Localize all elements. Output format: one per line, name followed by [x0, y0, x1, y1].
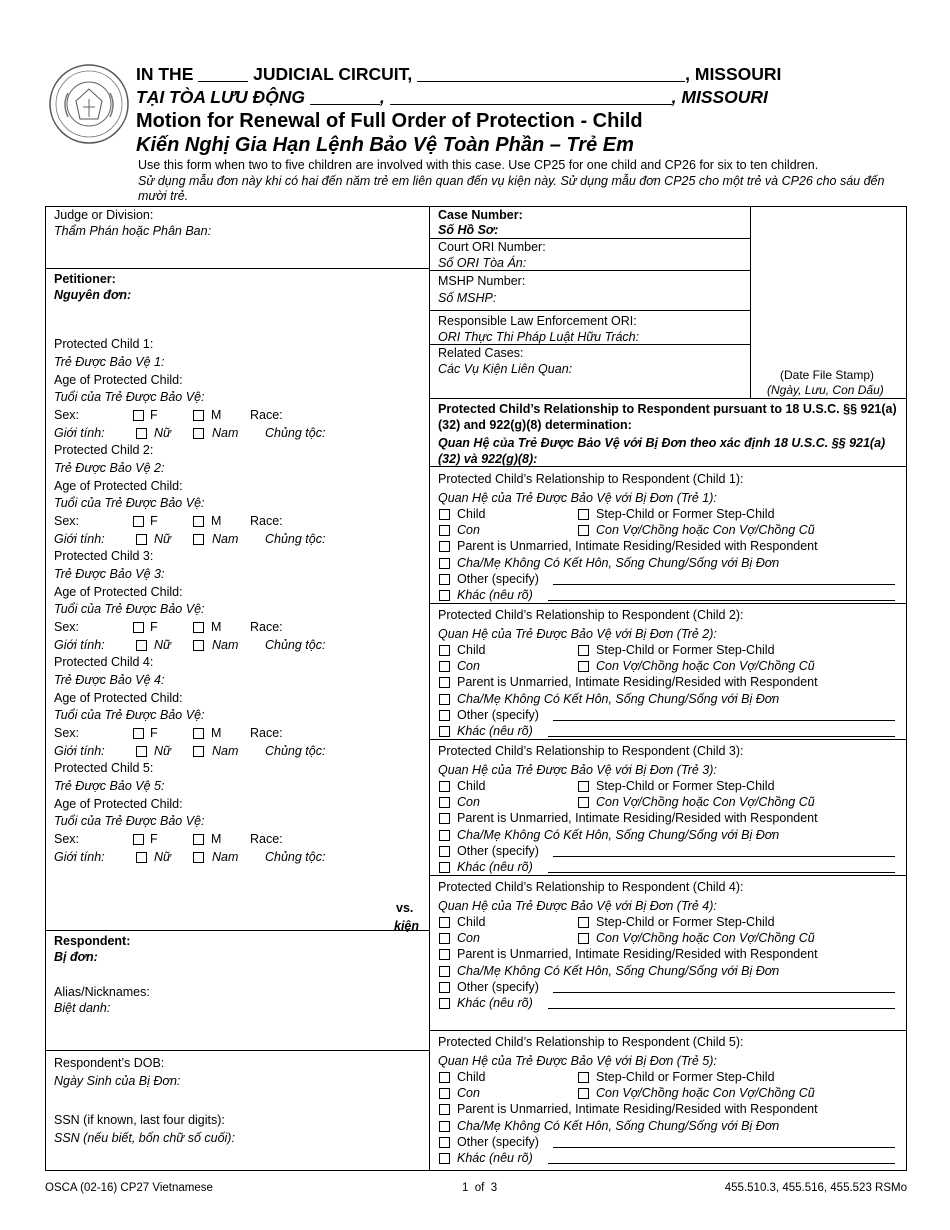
child-4-male-label: M — [211, 726, 222, 740]
date-file-stamp-label: (Date File Stamp) — [780, 368, 875, 382]
mshp-label: MSHP Number: — [438, 274, 526, 288]
child-4-male-label-vi: Nam — [212, 744, 239, 758]
child-4-option-other-vi: Khác (nêu rõ) — [457, 996, 533, 1010]
child-3-option-parent-vi: Cha/Mẹ Không Có Kết Hôn, Sống Chung/Sống với Bị Đơn — [457, 827, 780, 842]
child-4-option-parent-vi: Cha/Mẹ Không Có Kết Hôn, Sống Chung/Sống với Bị Đơn — [457, 963, 780, 978]
child-1-option-parent: Parent is Unmarried, Intimate Residing/Resided with Respondent — [457, 539, 818, 554]
child-2-male-checkbox-vi[interactable] — [193, 534, 204, 545]
child-4-option-stepchild: Step-Child or Former Step-Child — [596, 915, 775, 929]
child-4-option-child-vi: Con — [457, 931, 480, 946]
protected-child-4-label-vi: Trẻ Được Bảo Vệ 4: — [54, 673, 165, 687]
child-1-male-checkbox[interactable] — [193, 410, 204, 421]
circuit-name-blank-vi — [390, 92, 672, 105]
protected-child-3-label: Protected Child 3: — [54, 549, 154, 563]
child-4-option-child: Child — [457, 915, 486, 929]
child-1-option-stepchild: Step-Child or Former Step-Child — [596, 507, 775, 521]
child-3-male-checkbox[interactable] — [193, 622, 204, 633]
child-1-option-other: Other (specify) — [457, 571, 539, 586]
child-2-option-parent: Parent is Unmarried, Intimate Residing/Resided with Respondent — [457, 675, 818, 690]
child-5-option-stepchild: Step-Child or Former Step-Child — [596, 1070, 775, 1084]
child-5-female-checkbox[interactable] — [133, 834, 144, 845]
child-1-parent-checkbox-vi[interactable] — [439, 558, 450, 569]
child-3-child-checkbox-vi[interactable] — [439, 797, 450, 808]
child-1-sex-label: Sex: — [54, 408, 80, 422]
protected-child-1-label: Protected Child 1: — [54, 337, 154, 351]
rle-ori-label-vi: ORI Thực Thi Pháp Luật Hữu Trách: — [438, 330, 640, 344]
child-3-other-checkbox-vi[interactable] — [439, 862, 450, 873]
child-1-other-checkbox[interactable] — [439, 574, 450, 585]
child-5-sex-label: Sex: — [54, 832, 80, 846]
child-5-female-label: F — [150, 832, 158, 846]
child-2-option-other-vi: Khác (nêu rõ) — [457, 724, 533, 738]
respondent-label-vi: Bị đơn: — [54, 950, 98, 964]
child-2-option-stepchild: Step-Child or Former Step-Child — [596, 643, 775, 657]
vs-label-vi: kiện — [394, 919, 420, 933]
child-1-option-child-vi: Con — [457, 523, 480, 538]
child-3-age-label: Age of Protected Child: — [54, 585, 183, 599]
child-1-stepchild-checkbox-vi[interactable] — [578, 525, 589, 536]
child-4-sex-label-vi: Giới tính: — [54, 744, 105, 758]
child-3-option-child-vi: Con — [457, 795, 480, 810]
court-seal-logo — [48, 63, 130, 145]
child-5-option-parent-vi: Cha/Mẹ Không Có Kết Hôn, Sống Chung/Sống với Bị Đơn — [457, 1118, 780, 1133]
relationship-child-1-title: Protected Child’s Relationship to Respondent (Child 1): — [438, 472, 744, 486]
child-1-child-checkbox[interactable] — [439, 509, 450, 520]
protected-child-2-label-vi: Trẻ Được Bảo Vệ 2: — [54, 461, 165, 475]
child-2-race-label-vi: Chủng tộc: — [265, 532, 326, 546]
child-5-parent-checkbox-vi[interactable] — [439, 1121, 450, 1132]
circuit-number-blank-vi — [310, 92, 380, 105]
child-3-male-label: M — [211, 620, 222, 634]
ssn-label-vi: SSN (nếu biết, bốn chữ số cuối): — [54, 1131, 235, 1145]
rle-ori-label: Responsible Law Enforcement ORI: — [438, 314, 637, 328]
child-4-male-checkbox-vi[interactable] — [193, 746, 204, 757]
child-4-parent-checkbox-vi[interactable] — [439, 966, 450, 977]
child-1-age-label-vi: Tuổi của Trẻ Được Bảo Vệ: — [54, 390, 205, 404]
child-3-other-specify-line-vi[interactable] — [548, 872, 895, 873]
child-1-male-checkbox-vi[interactable] — [193, 428, 204, 439]
header-line-2: TẠI TÒA LƯU ĐỘNG , , MISSOURI — [136, 87, 768, 107]
child-3-sex-label: Sex: — [54, 620, 80, 634]
case-number-label-vi: Số Hồ Sơ: — [438, 223, 499, 237]
relationship-child-4-title: Protected Child’s Relationship to Respondent (Child 4): — [438, 880, 744, 894]
child-4-age-label: Age of Protected Child: — [54, 691, 183, 705]
child-3-female-checkbox[interactable] — [133, 622, 144, 633]
child-5-option-other: Other (specify) — [457, 1134, 539, 1149]
child-5-female-checkbox-vi[interactable] — [136, 852, 147, 863]
child-1-race-label: Race: — [250, 408, 283, 422]
child-2-other-specify-line-vi[interactable] — [548, 736, 895, 737]
child-3-female-checkbox-vi[interactable] — [136, 640, 147, 651]
child-3-stepchild-checkbox[interactable] — [578, 781, 589, 792]
child-5-other-specify-line[interactable] — [553, 1147, 895, 1148]
child-5-stepchild-checkbox-vi[interactable] — [578, 1088, 589, 1099]
relationship-child-5-title-vi: Quan Hệ của Trẻ Được Bảo Vệ với Bị Đơn (Trẻ 5): — [438, 1054, 717, 1068]
child-3-female-label-vi: Nữ — [154, 638, 171, 652]
child-3-option-stepchild: Step-Child or Former Step-Child — [596, 779, 775, 793]
child-1-female-label: F — [150, 408, 158, 422]
footer-form-id: OSCA (02-16) CP27 Vietnamese — [45, 1182, 213, 1194]
child-2-female-label: F — [150, 514, 158, 528]
child-2-option-parent-vi: Cha/Mẹ Không Có Kết Hôn, Sống Chung/Sống với Bị Đơn — [457, 691, 780, 706]
respondent-label: Respondent: — [54, 934, 131, 948]
alias-label-vi: Biệt danh: — [54, 1001, 111, 1015]
child-4-other-specify-line-vi[interactable] — [548, 1008, 895, 1009]
form-title-vi: Kiến Nghị Gia Hạn Lệnh Bảo Vệ Toàn Phần – Trẻ Em — [136, 134, 634, 156]
petitioner-label: Petitioner: — [54, 272, 116, 286]
child-4-female-label: F — [150, 726, 158, 740]
header-missouri: , MISSOURI — [685, 64, 782, 84]
child-3-female-label: F — [150, 620, 158, 634]
child-4-other-checkbox[interactable] — [439, 982, 450, 993]
child-4-option-other: Other (specify) — [457, 979, 539, 994]
child-5-male-label: M — [211, 832, 222, 846]
child-1-parent-checkbox[interactable] — [439, 541, 450, 552]
protected-child-5-label: Protected Child 5: — [54, 761, 154, 775]
child-2-female-checkbox-vi[interactable] — [136, 534, 147, 545]
relationship-determination-header: Protected Child’s Relationship to Respondent pursuant to 18 U.S.C. §§ 921(a)(32) and 922(g)(8) determination: — [438, 402, 897, 432]
judge-label-vi: Thẩm Phán hoặc Phân Ban: — [54, 224, 212, 238]
child-4-race-label-vi: Chủng tộc: — [265, 744, 326, 758]
alias-label: Alias/Nicknames: — [54, 985, 150, 999]
protected-child-5-label-vi: Trẻ Được Bảo Vệ 5: — [54, 779, 165, 793]
child-2-race-label: Race: — [250, 514, 283, 528]
child-4-stepchild-checkbox[interactable] — [578, 917, 589, 928]
child-3-other-specify-line[interactable] — [553, 856, 895, 857]
child-4-child-checkbox-vi[interactable] — [439, 933, 450, 944]
child-2-stepchild-checkbox-vi[interactable] — [578, 661, 589, 672]
child-5-child-checkbox[interactable] — [439, 1072, 450, 1083]
child-2-female-checkbox[interactable] — [133, 516, 144, 527]
child-5-option-child-vi: Con — [457, 1086, 480, 1101]
child-2-other-checkbox-vi[interactable] — [439, 726, 450, 737]
child-5-option-stepchild-vi: Con Vợ/Chồng hoặc Con Vợ/Chồng Cũ — [596, 1086, 815, 1101]
child-3-child-checkbox[interactable] — [439, 781, 450, 792]
child-3-sex-label-vi: Giới tính: — [54, 638, 105, 652]
child-5-other-specify-line-vi[interactable] — [548, 1163, 895, 1164]
child-2-child-checkbox[interactable] — [439, 645, 450, 656]
child-5-other-checkbox-vi[interactable] — [439, 1153, 450, 1164]
dob-label: Respondent’s DOB: — [54, 1056, 165, 1070]
child-5-male-label-vi: Nam — [212, 850, 239, 864]
child-1-other-specify-line[interactable] — [553, 584, 895, 585]
child-3-other-checkbox[interactable] — [439, 846, 450, 857]
child-3-stepchild-checkbox-vi[interactable] — [578, 797, 589, 808]
child-3-option-parent: Parent is Unmarried, Intimate Residing/Resided with Respondent — [457, 811, 818, 826]
child-2-female-label-vi: Nữ — [154, 532, 171, 546]
child-3-race-label: Race: — [250, 620, 283, 634]
protected-child-1-label-vi: Trẻ Được Bảo Vệ 1: — [54, 355, 165, 369]
vs-label: vs. — [396, 901, 414, 915]
child-3-male-label-vi: Nam — [212, 638, 239, 652]
child-3-option-child: Child — [457, 779, 486, 793]
child-2-option-child: Child — [457, 643, 486, 657]
child-1-female-checkbox[interactable] — [133, 410, 144, 421]
child-4-option-stepchild-vi: Con Vợ/Chồng hoặc Con Vợ/Chồng Cũ — [596, 931, 815, 946]
ssn-label: SSN (if known, last four digits): — [54, 1113, 225, 1127]
child-3-parent-checkbox[interactable] — [439, 813, 450, 824]
date-file-stamp-label-vi: (Ngày, Lưu, Con Dấu) — [767, 383, 884, 397]
child-5-other-checkbox[interactable] — [439, 1137, 450, 1148]
child-2-parent-checkbox-vi[interactable] — [439, 694, 450, 705]
relationship-child-5-title: Protected Child’s Relationship to Respondent (Child 5): — [438, 1035, 744, 1049]
child-5-option-child: Child — [457, 1070, 486, 1084]
child-5-option-parent: Parent is Unmarried, Intimate Residing/Resided with Respondent — [457, 1102, 818, 1117]
petitioner-label-vi: Nguyên đơn: — [54, 288, 132, 302]
child-3-option-other: Other (specify) — [457, 843, 539, 858]
child-5-race-label-vi: Chủng tộc: — [265, 850, 326, 864]
child-1-age-label: Age of Protected Child: — [54, 373, 183, 387]
header-tai-toa: TẠI TÒA LƯU ĐỘNG — [136, 87, 306, 107]
header-missouri-vi: , MISSOURI — [671, 87, 768, 107]
header-in-the: IN THE — [136, 64, 194, 84]
child-2-stepchild-checkbox[interactable] — [578, 645, 589, 656]
child-1-stepchild-checkbox[interactable] — [578, 509, 589, 520]
circuit-name-blank — [417, 69, 685, 82]
child-1-option-other-vi: Khác (nêu rõ) — [457, 588, 533, 602]
child-1-female-label-vi: Nữ — [154, 426, 171, 440]
relationship-child-2-title: Protected Child’s Relationship to Respondent (Child 2): — [438, 608, 744, 622]
child-1-option-child: Child — [457, 507, 486, 521]
child-1-race-label-vi: Chủng tộc: — [265, 426, 326, 440]
child-3-age-label-vi: Tuổi của Trẻ Được Bảo Vệ: — [54, 602, 205, 616]
child-5-age-label-vi: Tuổi của Trẻ Được Bảo Vệ: — [54, 814, 205, 828]
relationship-child-4-title-vi: Quan Hệ của Trẻ Được Bảo Vệ với Bị Đơn (Trẻ 4): — [438, 899, 717, 913]
child-1-other-specify-line-vi[interactable] — [548, 600, 895, 601]
child-1-female-checkbox-vi[interactable] — [136, 428, 147, 439]
related-cases-label: Related Cases: — [438, 346, 524, 360]
child-4-female-label-vi: Nữ — [154, 744, 171, 758]
child-1-male-label-vi: Nam — [212, 426, 239, 440]
child-4-male-checkbox[interactable] — [193, 728, 204, 739]
child-1-child-checkbox-vi[interactable] — [439, 525, 450, 536]
child-3-male-checkbox-vi[interactable] — [193, 640, 204, 651]
child-2-parent-checkbox[interactable] — [439, 677, 450, 688]
footer-page-number: 1 of 3 — [462, 1182, 498, 1194]
header-judicial-circuit: JUDICIAL CIRCUIT, — [253, 64, 413, 84]
child-2-male-label: M — [211, 514, 222, 528]
child-5-male-checkbox-vi[interactable] — [193, 852, 204, 863]
case-number-label: Case Number: — [438, 208, 523, 222]
intro-text-vi: Sử dụng mẫu đơn này khi có hai đến năm trẻ em liên quan đến vụ kiện này. Sử dụng mẫu đơn CP25 cho một trẻ và CP26 cho sáu đến mười trẻ. — [138, 174, 885, 203]
protected-child-4-label: Protected Child 4: — [54, 655, 154, 669]
relationship-child-1-title-vi: Quan Hệ của Trẻ Được Bảo Vệ với Bị Đơn (Trẻ 1): — [438, 491, 717, 505]
child-2-option-child-vi: Con — [457, 659, 480, 674]
child-5-sex-label-vi: Giới tính: — [54, 850, 105, 864]
child-4-sex-label: Sex: — [54, 726, 80, 740]
child-4-child-checkbox[interactable] — [439, 917, 450, 928]
child-3-option-stepchild-vi: Con Vợ/Chồng hoặc Con Vợ/Chồng Cũ — [596, 795, 815, 810]
intro-text: Use this form when two to five children are involved with this case. Use CP25 for one child and CP26 for six to ten children. — [138, 158, 819, 172]
relationship-child-3-title-vi: Quan Hệ của Trẻ Được Bảo Vệ với Bị Đơn (Trẻ 3): — [438, 763, 717, 777]
child-3-parent-checkbox-vi[interactable] — [439, 830, 450, 841]
child-1-male-label: M — [211, 408, 222, 422]
child-4-other-checkbox-vi[interactable] — [439, 998, 450, 1009]
child-1-other-checkbox-vi[interactable] — [439, 590, 450, 601]
child-1-option-stepchild-vi: Con Vợ/Chồng hoặc Con Vợ/Chồng Cũ — [596, 523, 815, 538]
child-2-age-label: Age of Protected Child: — [54, 479, 183, 493]
child-4-race-label: Race: — [250, 726, 283, 740]
child-4-age-label-vi: Tuổi của Trẻ Được Bảo Vệ: — [54, 708, 205, 722]
child-2-other-specify-line[interactable] — [553, 720, 895, 721]
child-5-option-other-vi: Khác (nêu rõ) — [457, 1151, 533, 1165]
form-title: Motion for Renewal of Full Order of Protection - Child — [136, 110, 643, 132]
child-2-male-checkbox[interactable] — [193, 516, 204, 527]
child-4-parent-checkbox[interactable] — [439, 949, 450, 960]
header-line-1 — [136, 64, 781, 85]
mshp-label-vi: Số MSHP: — [438, 291, 497, 305]
column-divider — [429, 206, 430, 1171]
child-4-option-parent: Parent is Unmarried, Intimate Residing/Resided with Respondent — [457, 947, 818, 962]
child-4-stepchild-checkbox-vi[interactable] — [578, 933, 589, 944]
circuit-number-blank — [198, 69, 248, 82]
child-5-race-label: Race: — [250, 832, 283, 846]
relationship-child-2-title-vi: Quan Hệ của Trẻ Được Bảo Vệ với Bị Đơn (Trẻ 2): — [438, 627, 717, 641]
child-5-parent-checkbox[interactable] — [439, 1104, 450, 1115]
footer-statutes: 455.510.3, 455.516, 455.523 RSMo — [724, 1182, 907, 1194]
dob-label-vi: Ngày Sinh của Bị Đơn: — [54, 1074, 181, 1088]
court-ori-label-vi: Số ORI Tòa Án: — [438, 256, 527, 270]
child-4-female-checkbox-vi[interactable] — [136, 746, 147, 757]
child-4-other-specify-line[interactable] — [553, 992, 895, 993]
court-ori-label: Court ORI Number: — [438, 240, 546, 254]
judge-label: Judge or Division: — [54, 208, 154, 222]
child-2-option-other: Other (specify) — [457, 707, 539, 722]
child-2-sex-label: Sex: — [54, 514, 80, 528]
protected-child-3-label-vi: Trẻ Được Bảo Vệ 3: — [54, 567, 165, 581]
child-2-sex-label-vi: Giới tính: — [54, 532, 105, 546]
child-5-male-checkbox[interactable] — [193, 834, 204, 845]
child-2-child-checkbox-vi[interactable] — [439, 661, 450, 672]
child-5-female-label-vi: Nữ — [154, 850, 171, 864]
child-2-age-label-vi: Tuổi của Trẻ Được Bảo Vệ: — [54, 496, 205, 510]
protected-child-2-label: Protected Child 2: — [54, 443, 154, 457]
child-2-other-checkbox[interactable] — [439, 710, 450, 721]
child-2-option-stepchild-vi: Con Vợ/Chồng hoặc Con Vợ/Chồng Cũ — [596, 659, 815, 674]
child-3-option-other-vi: Khác (nêu rõ) — [457, 860, 533, 874]
child-5-child-checkbox-vi[interactable] — [439, 1088, 450, 1099]
relationship-child-3-title: Protected Child’s Relationship to Respondent (Child 3): — [438, 744, 744, 758]
child-5-stepchild-checkbox[interactable] — [578, 1072, 589, 1083]
related-cases-label-vi: Các Vụ Kiện Liên Quan: — [438, 362, 573, 376]
child-4-female-checkbox[interactable] — [133, 728, 144, 739]
child-3-race-label-vi: Chủng tộc: — [265, 638, 326, 652]
child-2-male-label-vi: Nam — [212, 532, 239, 546]
relationship-determination-header-vi: Quan Hệ của Trẻ Được Bảo Vệ với Bị Đơn theo xác định 18 U.S.C. §§ 921(a)(32) và 922(g)(8): — [438, 436, 886, 466]
child-1-sex-label-vi: Giới tính: — [54, 426, 105, 440]
child-1-option-parent-vi: Cha/Mẹ Không Có Kết Hôn, Sống Chung/Sống với Bị Đơn — [457, 555, 780, 570]
child-5-age-label: Age of Protected Child: — [54, 797, 183, 811]
